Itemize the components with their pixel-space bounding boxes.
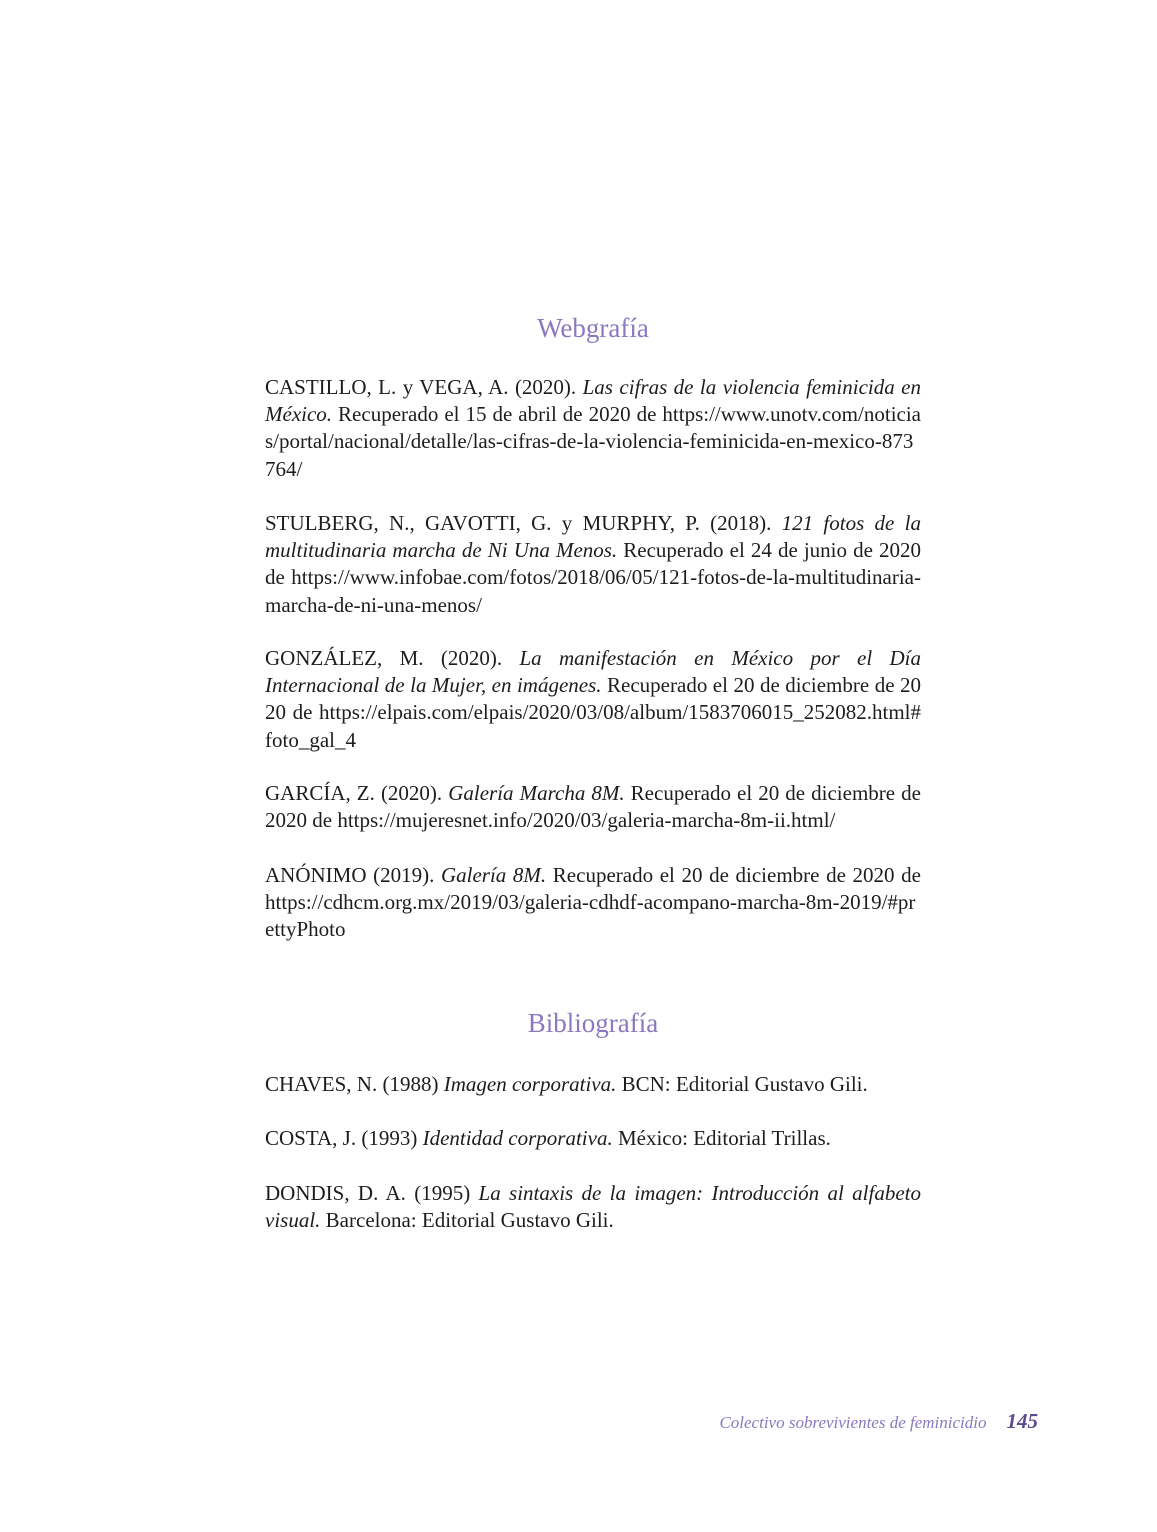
reference-author: COSTA, J. (1993) [265, 1126, 423, 1150]
reference-publisher: BCN: Editorial Gustavo Gili. [616, 1072, 868, 1096]
reference-source: Recuperado el 15 de abril de 2020 de https://www.unotv.com/noticias/portal/nacional/detalle/las-cifras-de-la-violencia-feminicida-en-mexico-873764/ [265, 402, 921, 481]
section-title-webgrafia: Webgrafía [537, 313, 649, 343]
reference-title: Galería Marcha 8M. [448, 781, 625, 805]
reference-author: DONDIS, D. A. (1995) [265, 1181, 479, 1205]
reference-entry [265, 374, 921, 483]
reference-title: La sintaxis de la imagen: Introducción al alfabeto visual. [265, 1181, 921, 1233]
reference-source: Recuperado el 24 de junio de 2020 de https://www.infobae.com/fotos/2018/06/05/121-fotos-de-la-multitudinaria-marcha-de-ni-una-menos/ [265, 538, 921, 617]
reference-author: CHAVES, N. (1988) [265, 1072, 444, 1096]
reference-source: Recuperado el 20 de diciembre de 2020 de https://elpais.com/elpais/2020/03/08/album/1583706015_252082.html#foto_gal_4 [265, 673, 922, 752]
reference-author: GARCÍA, Z. (2020). [265, 781, 449, 805]
reference-title: Imagen corporativa. [443, 1072, 617, 1096]
reference-title: 121 fotos de la multitudinaria marcha de Ni Una Menos. [265, 511, 921, 563]
reference-publisher: México: Editorial Trillas. [612, 1126, 831, 1150]
reference-entry [265, 1180, 921, 1234]
reference-title: Galería 8M. [440, 863, 547, 887]
reference-title: Las cifras de la violencia feminicida en México. [265, 375, 921, 427]
reference-entry [265, 1125, 921, 1152]
page-footer [719, 1409, 1038, 1434]
reference-entry [265, 1071, 921, 1098]
reference-title: La manifestación en México por el Día Internacional de la Mujer, en imágenes. [265, 646, 922, 698]
running-title: Colectivo sobrevivientes de feminicidio [719, 1413, 987, 1432]
reference-publisher: Barcelona: Editorial Gustavo Gili. [320, 1208, 614, 1233]
reference-entry [265, 510, 921, 619]
reference-source: Recuperado el 20 de diciembre de 2020 de https://cdhcm.org.mx/2019/03/galeria-cdhdf-acompano-marcha-8m-2019/#prettyPhoto [265, 863, 921, 942]
page-number: 145 [1006, 1409, 1038, 1433]
reference-entry [265, 645, 921, 754]
reference-entry [265, 780, 921, 834]
reference-entry [265, 862, 921, 944]
reference-author: STULBERG, N., GAVOTTI, G. y MURPHY, P. (2018). [265, 511, 782, 535]
reference-source: Recuperado el 20 de diciembre de 2020 de https://mujeresnet.info/2020/03/galeria-marcha-8m-ii.html/ [265, 781, 921, 833]
reference-author: ANÓNIMO (2019). [265, 863, 441, 887]
reference-author: GONZÁLEZ, M. (2020). [265, 646, 520, 670]
reference-title: Identidad corporativa. [422, 1126, 613, 1150]
section-title-bibliografia: Bibliografía [527, 1008, 659, 1038]
reference-author: CASTILLO, L. y VEGA, A. (2020). [265, 375, 583, 399]
